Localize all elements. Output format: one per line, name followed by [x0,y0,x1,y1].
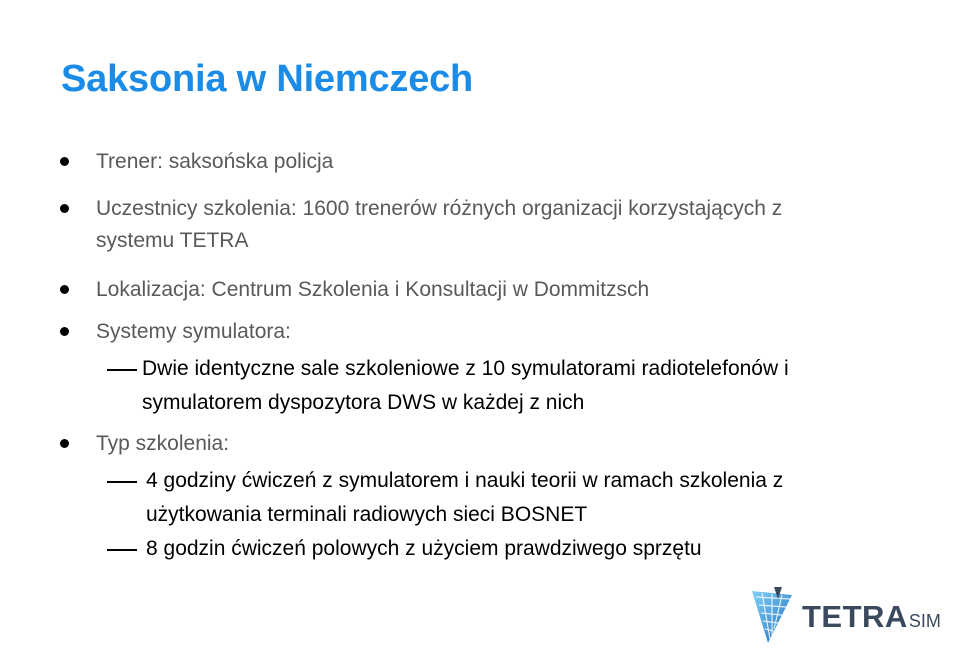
logo-main-text: TETRA [802,599,908,634]
sub-bullet-text: 8 godzin ćwiczeń polowych z użyciem prawdziwego sprzętu [146,537,702,560]
bullet-dot-icon [60,327,69,336]
bullet-dot-icon [60,157,69,166]
bullet-text: Uczestnicy szkolenia: 1600 trenerów różnych organizacji korzystających z [96,197,783,220]
sub-bullet-text: symulatorem dyspozytora DWS w każdej z nich [142,391,585,414]
bullet-text: systemu TETRA [96,229,249,252]
bullet-text: Systemy symulatora: [96,320,291,343]
sub-bullet-text: Dwie identyczne sale szkoleniowe z 10 symulatorami radiotelefonów i [142,357,789,380]
tetrasim-logo-icon [748,585,810,647]
bullet-dot-icon [60,204,69,213]
dash-icon [107,369,137,371]
slide-title: Saksonia w Niemczech [61,58,474,100]
bullet-text: Lokalizacja: Centrum Szkolenia i Konsultacji w Dommitzsch [96,278,650,301]
tetrasim-logo [748,585,953,647]
bullet-dot-icon [60,439,69,448]
sub-bullet-text: użytkowania terminali radiowych sieci BOSNET [146,503,588,526]
logo-suffix-text: SIM [908,611,941,631]
dash-icon [107,549,137,551]
bullet-dot-icon [60,285,69,294]
sub-bullet-text: 4 godziny ćwiczeń z symulatorem i nauki teorii w ramach szkolenia z [146,469,784,492]
dash-icon [107,481,137,483]
bullet-text: Typ szkolenia: [96,432,230,455]
logo-wordmark [802,599,941,635]
bullet-text: Trener: saksońska policja [96,150,334,173]
